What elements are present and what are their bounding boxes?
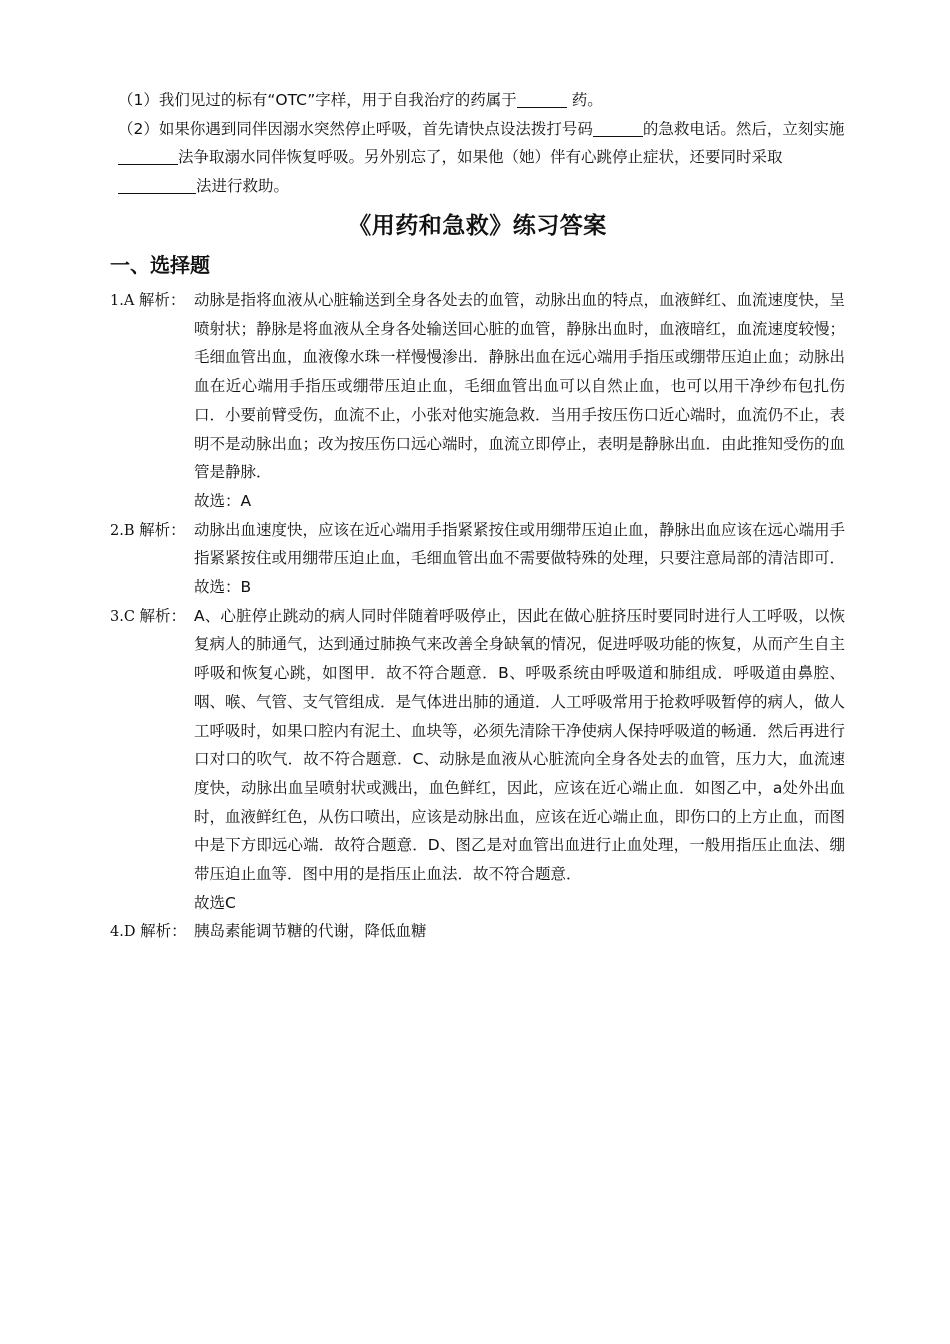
document-title: 《用药和急救》练习答案 [348, 213, 607, 239]
answer-4-label [110, 917, 194, 947]
answer-1-text: 动脉是指将血液从心脏输送到全身各处去的血管，动脉出血的特点，血液鲜红、血流速度快，呈喷射状；静脉是将血液从全身各处输送回心脏的血管，静脉出血时，血液暗红，血流速度较慢；毛细血管出血，血液像水珠一样慢慢渗出．静脉出血在远心端用手指压或绷带压迫止血；动脉出血在近心端用手指压或绷带压迫止血，毛细血管出血可以自然止血，也可以用干净纱布包扎伤口．小要前臂受伤，血流不止，小张对他实施急救．当用手按压伤口近心端时，血流仍不止，表明不是动脉出血；改为按压伤口远心端时，血流立即停止，表明是静脉出血．由此推知受伤的血管是静脉． [194, 291, 846, 482]
answer-2-conclusion: 故选：B [194, 578, 252, 597]
answer-4-body [194, 917, 845, 947]
document-page [110, 86, 845, 947]
answer-1-conclusion: 故选：A [194, 491, 252, 510]
answer-1-body [194, 286, 845, 516]
answer-2-body [194, 516, 845, 602]
question-2-text-part4: 法进行救助。 [196, 176, 290, 195]
question-2-text-part3: 法争取溺水同伴恢复呼吸。另外别忘了，如果他（她）伴有心跳停止症状，还要同时采取 [178, 148, 783, 166]
question-2-text-part1: （2）如果你遇到同伴因溺水突然停止呼吸，首先请快点设法拨打号码 [118, 119, 593, 138]
answer-3-jiexi: 解析： [139, 606, 187, 625]
answer-4-text: 胰岛素能调节糖的代谢，降低血糖 [194, 922, 427, 941]
answer-1-label [110, 286, 194, 516]
answer-2 [110, 516, 845, 602]
answer-3-text: A、心脏停止跳动的病人同时伴随着呼吸停止，因此在做心脏挤压时要同时进行人工呼吸，以恢复病人的肺通气，达到通过肺换气来改善全身缺氧的情况，促进呼吸功能的恢复，从而产生自主呼吸和恢复心跳，如图甲．故不符合题意．B、呼吸系统由呼吸道和肺组成．呼吸道由鼻腔、咽、喉、气管、支气管组成．是气体进出肺的通道．人工呼吸常用于抢救呼吸暂停的病人，做人工呼吸时，如果口腔内有泥土、血块等，必须先清除干净使病人保持呼吸道的畅通．然后再进行口对口的吹气．故不符合题意．C、动脉是血液从心脏流向全身各处去的血管，压力大，血流速度快，动脉出血呈喷射状或溅出，血色鲜红，因此，应该在近心端止血．如图乙中，a处外出血时，血液鲜红色，从伤口喷出，应该是动脉出血，应该在近心端止血，即伤口的上方止血，而图中是下方即远心端．故符合题意．D、图乙是对血管出血进行止血处理，一般用指压止血法、绷带压迫止血等．图中用的是指压止血法．故不符合题意． [194, 606, 846, 884]
answer-3-conclusion: 故选C [194, 893, 236, 912]
question-1-text-after: 药。 [571, 91, 603, 109]
question-1 [110, 86, 845, 115]
answer-2-text: 动脉出血速度快，应该在近心端用手指紧紧按住或用绷带压迫止血，静脉出血应该在远心端用手指紧紧按住或用绷带压迫止血，毛细血管出血不需要做特殊的处理，只要注意局部的清洁即可． [194, 520, 846, 568]
answer-1-number: 1.A [110, 293, 135, 309]
question-2-blank-method2 [118, 175, 196, 194]
answer-4 [110, 917, 845, 947]
answer-1-jiexi: 解析： [138, 291, 186, 309]
question-2-blank-phone [593, 118, 643, 137]
answer-4-number: 4.D [110, 924, 136, 941]
question-1-blank [517, 89, 567, 108]
answer-4-jiexi: 解析： [140, 922, 187, 941]
answer-3-number: 3.C [110, 608, 135, 625]
answer-3-label [110, 602, 194, 918]
section-heading: 一、选择题 [110, 253, 210, 277]
question-2-text-part2: 的急救电话。然后，立刻实施 [642, 119, 845, 138]
answer-2-label [110, 516, 194, 602]
answer-2-jiexi: 解析： [139, 520, 186, 539]
question-1-text-before: （1）我们见过的标有“OTC”字样，用于自我治疗的药属于 [118, 91, 517, 109]
question-2 [110, 115, 845, 201]
question-2-blank-method1 [118, 146, 178, 165]
answer-1 [110, 286, 845, 516]
answer-2-number: 2.B [110, 522, 135, 539]
answer-3 [110, 602, 845, 918]
answer-3-body [194, 602, 845, 918]
